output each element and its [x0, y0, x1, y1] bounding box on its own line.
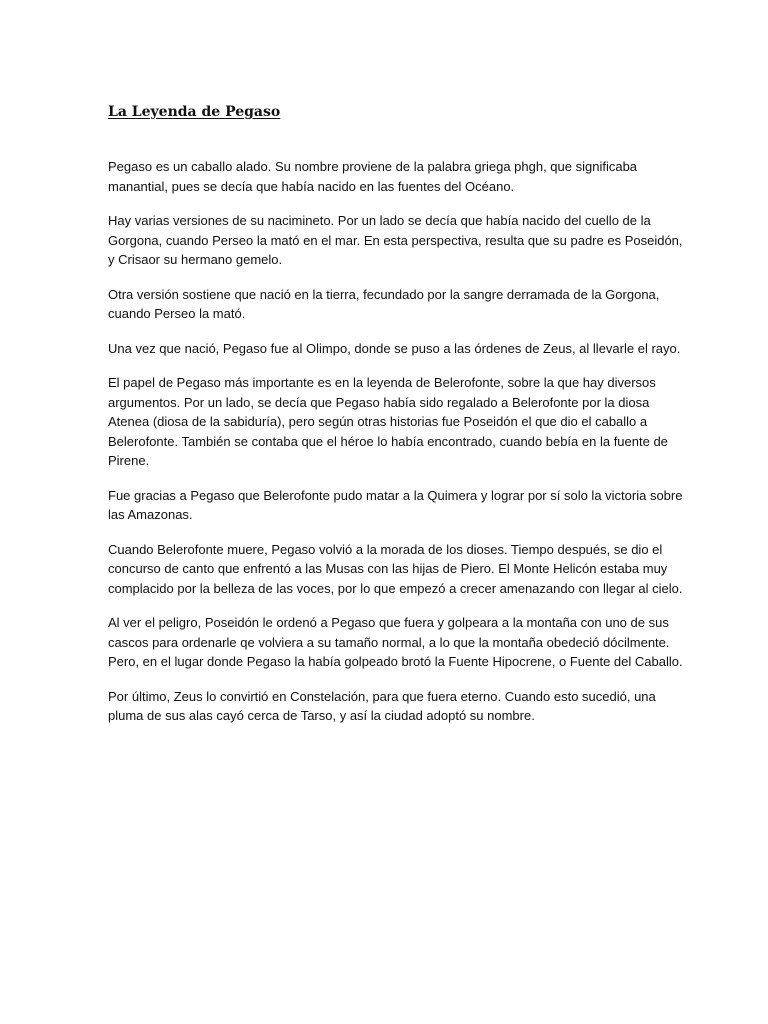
paragraph	[108, 486, 683, 525]
text-line: concurso de canto que enfrentó a las Musas con las hijas de Piero. El Monte Helicón estaba muy	[108, 561, 668, 576]
text-line: El papel de Pegaso más importante es en la leyenda de Belerofonte, sobre la que hay diversos	[108, 375, 656, 390]
document-body	[108, 157, 683, 741]
text-line: Belerofonte. También se contaba que el héroe lo había encontrado, cuando bebía en la fuente de	[108, 433, 668, 449]
paragraph	[108, 157, 668, 196]
paragraph	[108, 285, 668, 324]
paragraph	[108, 339, 681, 359]
paragraph	[108, 373, 668, 471]
text-line: Otra versión sostiene que nació en la tierra, fecundado por la sangre derramada de la Gorgona,	[108, 286, 660, 302]
text-line: Pero, en el lugar donde Pegaso la había golpeado brotó la Fuente Hipocrene, o Fuente del Caballo.	[108, 654, 683, 669]
text-line: Al ver el peligro, Poseidón le ordenó a Pegaso que fuera y golpeara a la montaña con uno de sus	[108, 615, 669, 630]
document-title: La Leyenda de Pegaso	[108, 104, 281, 120]
text-line: argumentos. Por un lado, se decía que Pegaso había sido regalado a Belerofonte por la diosa	[108, 394, 650, 410]
text-line: Atenea (diosa de la sabiduría), pero según otras historias fue Poseidón el que dio el caballo a	[108, 414, 648, 429]
text-line: Fue gracias a Pegaso que Belerofonte pudo matar a la Quimera y lograr por sí solo la victoria sobre	[108, 487, 683, 503]
text-line: Hay varias versiones de su nacimineto. Por un lado se decía que había nacido del cuello de la	[108, 213, 651, 228]
text-line: pluma de sus alas cayó cerca de Tarso, y así la ciudad adoptó su nombre.	[108, 708, 535, 723]
text-line: Cuando Belerofonte muere, Pegaso volvió a la morada de los dioses. Tiempo después, se dio el	[108, 541, 663, 557]
paragraph	[108, 540, 683, 599]
text-line: cascos para ordenarle qe volviera a su tamaño normal, a lo que la montaña obedeció dócilmente.	[108, 634, 670, 650]
text-line: Pegaso es un caballo alado. Su nombre proviene de la palabra griega phgh, que significaba	[108, 159, 638, 174]
text-line: manantial, pues se decía que había nacido en las fuentes del Océano.	[108, 178, 515, 194]
text-line: Gorgona, cuando Perseo la mató en el mar. En esta perspectiva, resulta que su padre es Poseidón,	[108, 232, 683, 248]
text-line: Una vez que nació, Pegaso fue al Olimpo, donde se puso a las órdenes de Zeus, al llevarle el rayo.	[108, 340, 681, 356]
text-line: cuando Perseo la mató.	[108, 306, 246, 321]
paragraph	[108, 211, 683, 270]
paragraph	[108, 687, 668, 726]
text-line: complacido por la belleza de las voces, por lo que empezó a crecer amenazando con llegar al cielo.	[108, 580, 683, 596]
text-line: y Crisaor su hermano gemelo.	[108, 252, 283, 267]
paragraph	[108, 613, 683, 672]
text-line: las Amazonas.	[108, 507, 193, 522]
text-line: Por último, Zeus lo convirtió en Constelación, para que fuera eterno. Cuando esto sucedió, una	[108, 688, 656, 704]
text-line: Pirene.	[108, 453, 150, 468]
